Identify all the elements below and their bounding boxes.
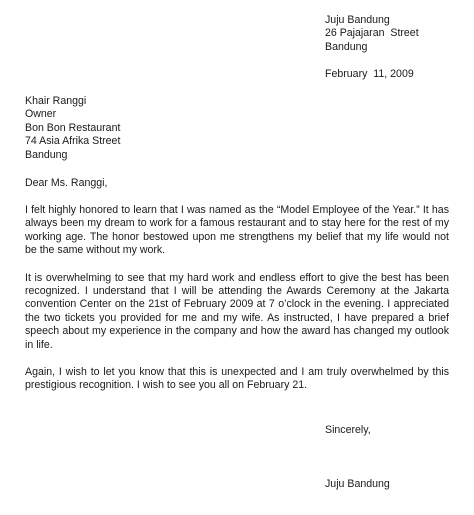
sender-address-block — [325, 14, 465, 54]
recipient-title: Owner — [25, 108, 57, 121]
sender-name: Juju Bandung — [325, 14, 390, 26]
recipient-address-block — [25, 95, 225, 162]
recipient-company: Bon Bon Restaurant — [25, 121, 121, 134]
letter-body — [25, 204, 449, 407]
salutation: Dear Ms. Ranggi, — [25, 177, 108, 189]
body-paragraph: Again, I wish to let you know that this is unexpected and I am truly overwhelmed by this prestigious recognition. I wish to see you all on February 21. — [25, 366, 449, 392]
recipient-street: 74 Asia Afrika Street — [25, 135, 121, 148]
sender-city: Bandung — [325, 40, 368, 53]
signature-name: Juju Bandung — [325, 478, 390, 490]
body-paragraph: I felt highly honored to learn that I was named as the “Model Employee of the Year.” It has always been my dream to work for a famous restaurant and to stay here for the rest of my working age. The honor bestowed upon me strengthens my belief that my life would not be the same without my work. — [25, 204, 449, 257]
recipient-name: Khair Ranggi — [25, 95, 87, 107]
sender-street: 26 Pajajaran Street — [325, 27, 419, 40]
recipient-city: Bandung — [25, 148, 68, 161]
letter-date: February 11, 2009 — [325, 68, 414, 80]
body-paragraph: It is overwhelming to see that my hard work and endless effort to give the best has been recognized. I understand that I will be attending the Awards Ceremony at the Jakarta convention Center on the 21st of February 2009 at 7 o’clock in the evening. I appreciated the two tickets you provided for me and my wife. As instructed, I have prepared a brief speech about my experience in the company and how the award has changed my outlook in life. — [25, 271, 449, 351]
complimentary-closing: Sincerely, — [325, 424, 371, 436]
